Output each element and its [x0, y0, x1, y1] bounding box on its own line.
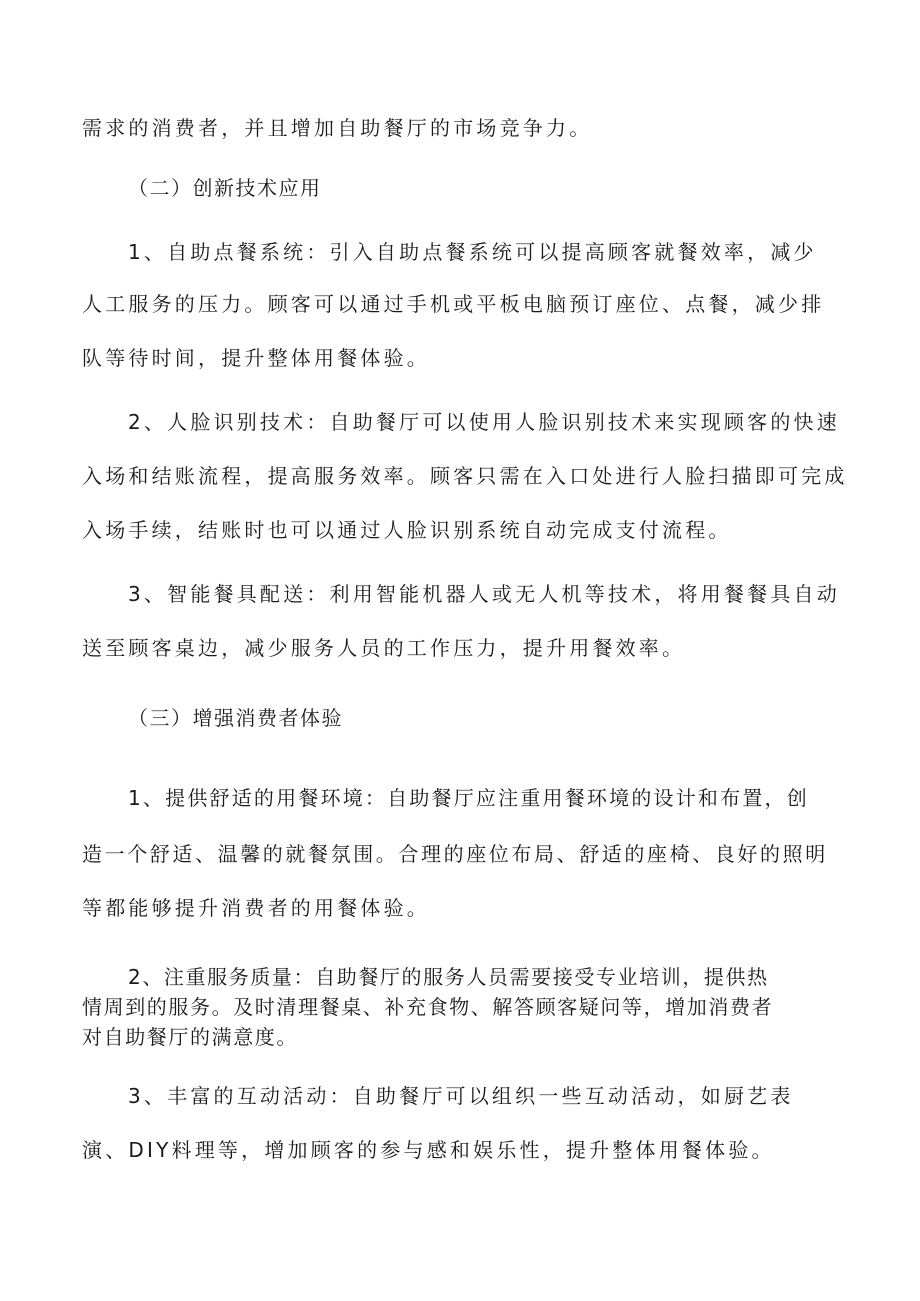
paragraph-line: 造一个舒适、温馨的就餐氛围。合理的座位布局、舒适的座椅、良好的照明 [82, 842, 828, 866]
paragraph-line: 人工服务的压力。顾客可以通过手机或平板电脑预订座位、点餐，减少排 [82, 292, 825, 316]
paragraph-line: 对自助餐厅的满意度。 [82, 1025, 298, 1049]
paragraph-line: 3、智能餐具配送：利用智能机器人或无人机等技术，将用餐餐具自动 [128, 582, 840, 606]
paragraph-line: 送至顾客桌边，减少服务人员的工作压力，提升用餐效率。 [82, 636, 686, 660]
paragraph-line: 演、DIY料理等，增加顾客的参与感和娱乐性，提升整体用餐体验。 [82, 1138, 775, 1162]
paragraph-line: 1、提供舒适的用餐环境：自助餐厅应注重用餐环境的设计和布置，创 [128, 786, 809, 810]
paragraph-line: 3、丰富的互动活动：自助餐厅可以组织一些互动活动，如厨艺表 [128, 1084, 794, 1108]
paragraph-line: 2、注重服务质量：自助餐厅的服务人员需要接受专业培训，提供热 [128, 965, 769, 989]
paragraph-line: 入场手续，结账时也可以通过人脸识别系统自动完成支付流程。 [82, 518, 732, 542]
paragraph-line: 需求的消费者，并且增加自助餐厅的市场竞争力。 [82, 116, 593, 140]
paragraph-line: 入场和结账流程，提高服务效率。顾客只需在入口处进行人脸扫描即可完成 [82, 464, 848, 488]
paragraph-line: 情周到的服务。及时清理餐桌、补充食物、解答顾客疑问等，增加消费者 [82, 995, 774, 1019]
paragraph-line: 1、自助点餐系统：引入自助点餐系统可以提高顾客就餐效率，减少 [128, 240, 817, 264]
section-heading: （三）增强消费者体验 [128, 706, 343, 730]
section-heading: （二）创新技术应用 [128, 176, 322, 200]
paragraph-line: 队等待时间，提升整体用餐体验。 [82, 346, 430, 370]
paragraph-line: 等都能够提升消费者的用餐体验。 [82, 896, 430, 920]
paragraph-line: 2、人脸识别技术：自助餐厅可以使用人脸识别技术来实现顾客的快速 [128, 410, 840, 434]
